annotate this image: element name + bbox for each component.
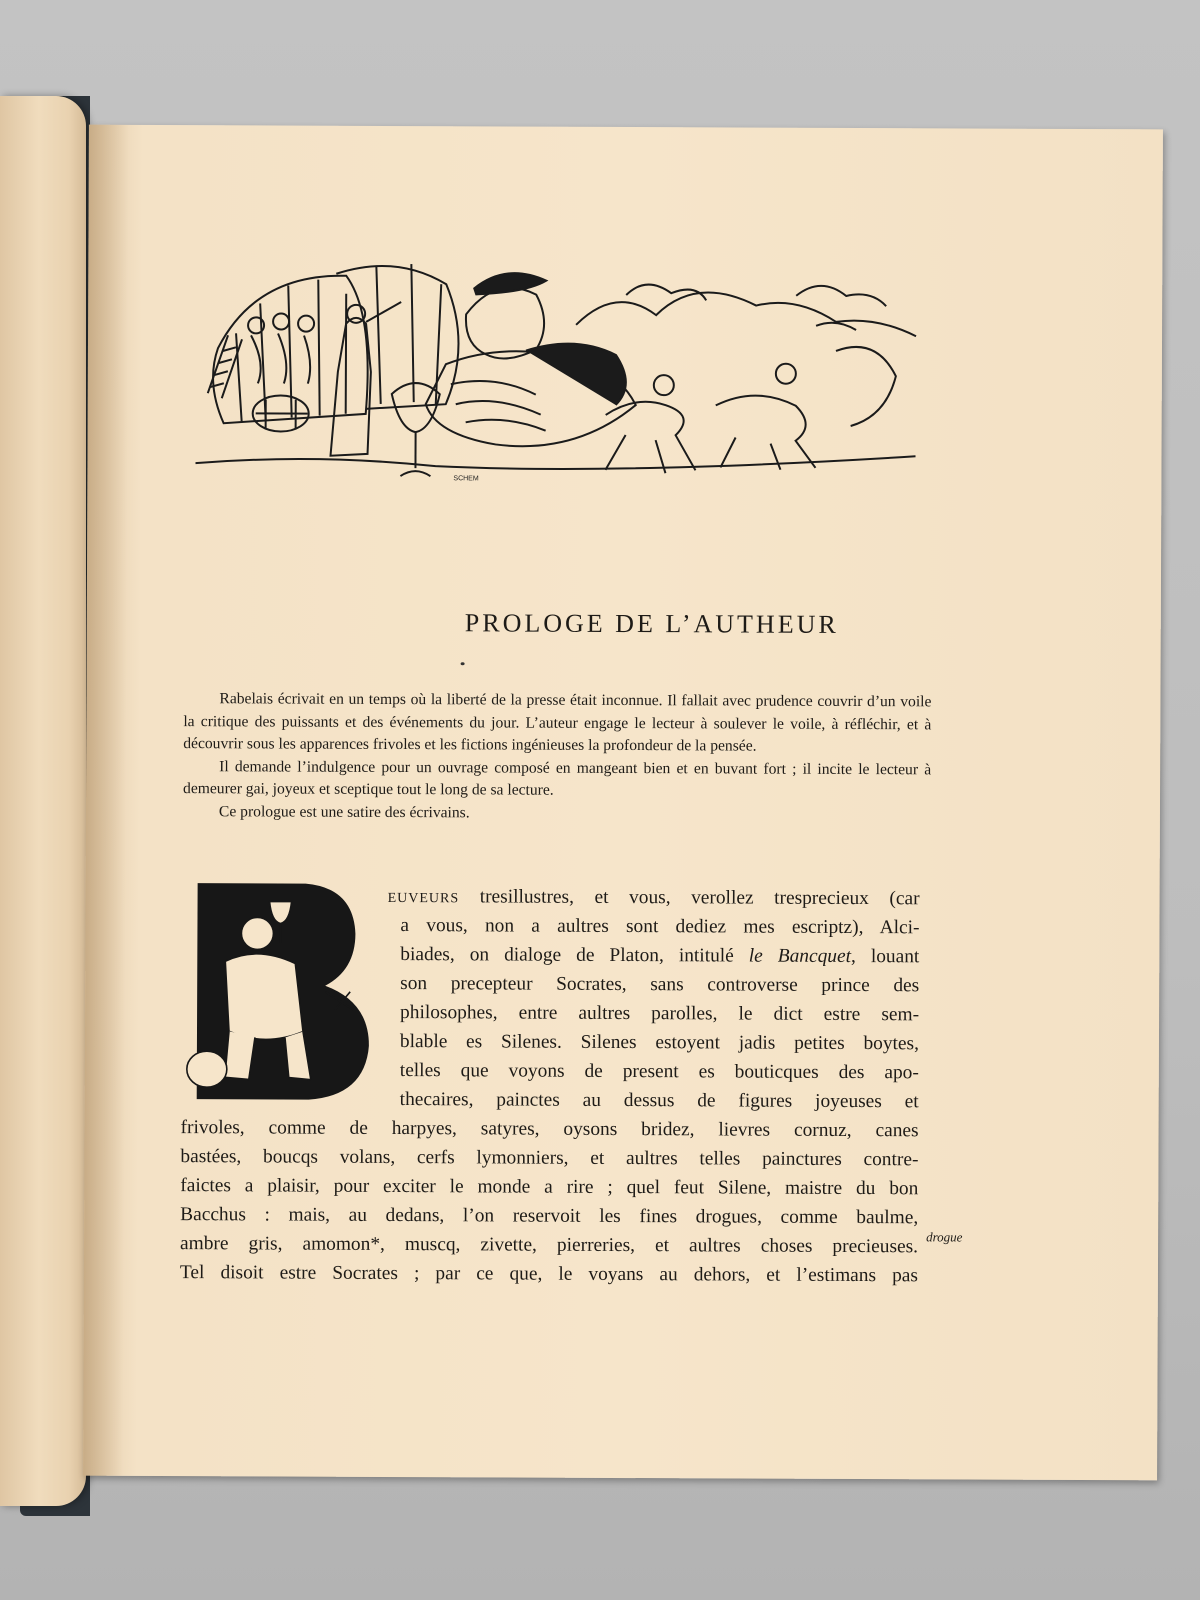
body-line: ambre gris, amomon*, muscq, zivette, pierreries, et aultres choses precieuses.	[180, 1233, 919, 1258]
chapter-title: PROLOGE DE L’AUTHEUR	[464, 608, 839, 639]
summary-paragraph: Ce prologue est une satire des écrivains.	[218, 802, 470, 821]
body-line: thecaires, painctes au dessus de figures joyeuses et	[399, 1089, 919, 1113]
book-page	[83, 125, 1163, 1481]
body-line	[182, 881, 920, 913]
small-caps-word: euveurs	[387, 885, 460, 908]
body-line: philosophes, entre aultres parolles, le dict estre sem-	[400, 1002, 920, 1026]
body-line: son precepteur Socrates, sans controverse prince des	[400, 973, 920, 997]
body-line: Bacchus : mais, au dedans, l’on reservoit les fines drogues, comme baulme,	[180, 1204, 919, 1229]
gutter-shadow	[83, 125, 129, 1476]
line-text: , louant	[850, 945, 920, 968]
illustrator-signature: SCHEM	[453, 475, 479, 483]
body-line: Tel disoit estre Socrates ; par ce que, le voyans au dehors, et l’estimans pas	[179, 1262, 918, 1287]
left-page-curl	[0, 96, 86, 1506]
drop-cap-letter: B	[257, 936, 259, 939]
summary-paragraph: Rabelais écrivait en un temps où la liberté de la presse était inconnue. Il fallait avec prudence couvrir d’un voile la critique des puissants et des événements du jour. L’auteur engage le lecteur à soulever le voile, à réfléchir, et à découvrir sous les apparences frivoles et les fictions ingénieuses la profondeur de la pensée.	[183, 690, 932, 755]
header-illustration	[195, 253, 926, 496]
body-line: frivoles, comme de harpyes, satyres, oysons bridez, lievres cornuz, canes	[180, 1117, 919, 1142]
body-line: bastées, boucqs volans, cerfs lymonniers, et aultres telles painctures contre-	[180, 1146, 919, 1171]
prologue-body	[180, 881, 920, 1290]
body-line: telles que voyons de present es bouticques des apo-	[399, 1060, 919, 1084]
body-line: blable es Silenes. Silenes estoyent jadis petites boytes,	[399, 1031, 919, 1055]
ornament-dot	[461, 662, 465, 665]
line-text: biades, on dialoge de Platon, intitulé	[400, 944, 749, 967]
body-line	[181, 939, 919, 971]
margin-gloss: drogue	[926, 1229, 963, 1245]
chapter-summary	[183, 688, 932, 826]
summary-paragraph: Il demande l’indulgence pour un ouvrage composé en mangeant bien et en buvant fort ; il incite le lecteur à demeurer gai, joyeux et sceptique tout le long de sa lecture.	[183, 757, 932, 799]
body-line: a vous, non a aultres sont dediez mes escriptz), Alci-	[400, 915, 920, 939]
italic-title: le Bancquet	[748, 945, 852, 967]
line-text: tresillustres, et vous, verollez tresprecieux (car	[459, 886, 920, 910]
body-line: faictes a plaisir, pour exciter le monde a rire ; quel feut Silene, maistre du bon	[180, 1175, 919, 1200]
